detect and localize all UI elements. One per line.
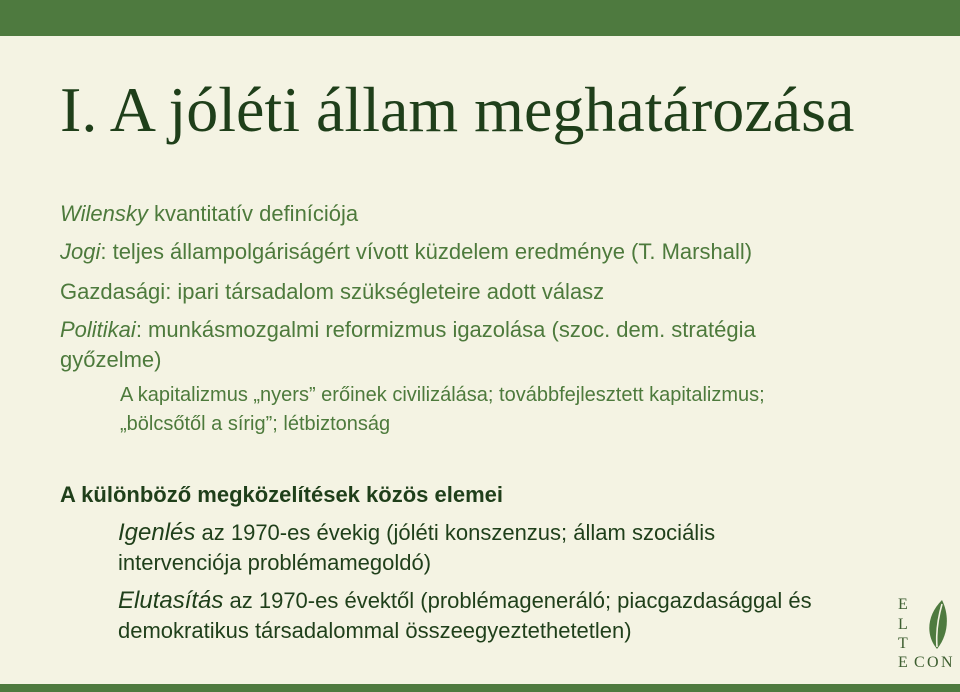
logo-letter: E: [898, 596, 908, 613]
elte-econ-logo: [892, 596, 956, 672]
text-elutasitas: az 1970-es évektől (problémageneráló; piacgazdasággal és: [223, 588, 812, 613]
logo-letter: L: [898, 616, 908, 633]
definition-jogi: [60, 238, 752, 266]
text-wilensky: kvantitatív definíciója: [147, 201, 359, 226]
logo-letter: E: [898, 654, 908, 671]
text-igenles: az 1970-es évekig (jóléti konszenzus; állam szociális: [195, 520, 716, 545]
leaf-icon: [920, 598, 954, 650]
definition-wilensky: [60, 200, 358, 228]
bottom-bar: [0, 684, 960, 692]
term-jogi: Jogi: [60, 239, 101, 264]
text-gazdasagi: : ipari társadalom szükségleteire adott válasz: [165, 279, 605, 304]
section-heading: A különböző megközelítések közös elemei: [60, 482, 503, 507]
sub-point-line-1: A kapitalizmus „nyers” erőinek civilizálása; továbbfejlesztett kapitalizmus;: [120, 384, 765, 406]
term-igenles: Igenlés: [118, 519, 196, 546]
logo-letter: T: [898, 635, 908, 652]
logo-letter: O: [927, 654, 939, 671]
point-igenles: [118, 518, 715, 548]
term-gazdasagi: Gazdasági: [60, 279, 166, 304]
top-bar: [0, 0, 960, 36]
definition-gazdasagi: [60, 278, 604, 306]
term-elutasitas: Elutasítás: [118, 587, 224, 614]
definition-politikai-cont: győzelme): [60, 347, 162, 372]
sub-point-line-2: „bölcsőtől a sírig”; létbiztonság: [120, 413, 391, 435]
term-wilensky: Wilensky: [60, 201, 148, 226]
slide-title: I. A jóléti állam meghatározása: [60, 74, 855, 145]
text-jogi: : teljes állampolgáriságért vívott küzdelem eredménye (T. Marshall): [100, 239, 753, 264]
logo-letter: N: [941, 654, 953, 671]
point-igenles-cont: intervenciója problémamegoldó): [118, 550, 432, 575]
logo-letter: C: [914, 654, 925, 671]
term-politikai: Politikai: [60, 317, 136, 342]
point-elutasitas: [118, 586, 812, 616]
text-politikai: : munkásmozgalmi reformizmus igazolása (szoc. dem. stratégia: [135, 317, 756, 342]
definition-politikai: [60, 316, 756, 344]
point-elutasitas-cont: demokratikus társadalommal összeegyeztethetetlen): [118, 618, 632, 643]
